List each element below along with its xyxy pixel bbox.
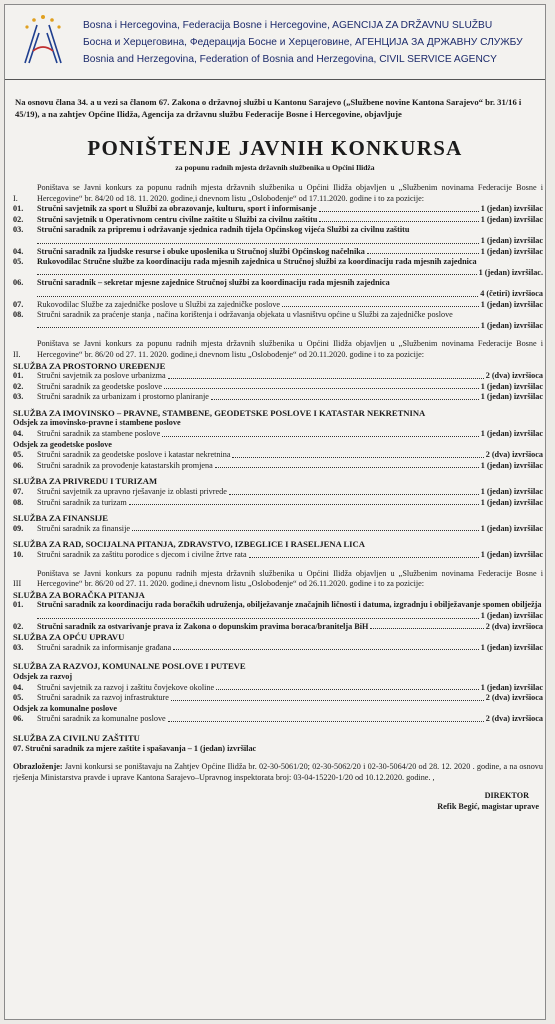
list-item-result-line — [13, 236, 543, 247]
item-result: 1 (jedan) izvršilac — [480, 682, 543, 692]
dot-leader — [164, 388, 479, 389]
list-item — [13, 204, 543, 215]
item-result: 1 (jedan) izvršilac — [480, 320, 543, 330]
item-text: Stručni saradnik – sekretar mjesne zajednice Stručnoj službi za koordinaciju rada mjesnih zajednica — [37, 278, 390, 288]
part-number: III — [13, 579, 22, 589]
subsection-heading: Odsjek za razvoj — [13, 671, 73, 681]
item-text: Stručni saradnik za razvoj infrastrukture — [37, 693, 169, 703]
dot-leader — [37, 268, 477, 276]
dot-leader — [37, 321, 479, 329]
list-item — [13, 498, 543, 509]
part-text: Poništava se Javni konkurs za popunu radnih mjesta državnih službenika u Općini Ilidža objavljen u „Službenim novinama Federacije Bosne i Hercegovine“ br. 86/20 od 27. 11. 2020. godine,i dnevnom listu „Oslobođenje“ od 20.11.2020. godine i to za pozicije: — [37, 339, 543, 359]
list-item — [13, 215, 543, 226]
item-result: 2 (dva) izvršioca — [485, 714, 543, 724]
agency-line-cyrillic: Босна и Херцеговина, Федерација Босне и Херцеговине, АГЕНЦИЈА ЗА ДРЖАВНУ СЛУЖБУ — [83, 37, 523, 48]
list-item — [13, 382, 543, 393]
dot-leader — [370, 628, 483, 629]
dot-leader — [319, 221, 478, 222]
spacer — [13, 754, 543, 762]
item-number: 06. — [13, 278, 24, 288]
item-number: 10. — [13, 550, 24, 559]
document-body — [13, 183, 543, 812]
list-item — [13, 247, 543, 258]
item-text: Stručni saradnik za pripremu i održavanje sjednica radnih tijela Općinskog vijeća Službi za civilnu zaštitu — [37, 225, 410, 235]
dot-leader — [37, 611, 479, 619]
item-text: Stručni saradnik za provođenje katastarskih promjena — [37, 460, 213, 470]
agency-line-english: Bosnia and Herzegovina, Federation of Bosnia and Herzegovina, CIVIL SERVICE AGENCY — [83, 54, 497, 65]
section-heading: SLUŽBA ZA FINANSIJE — [13, 513, 109, 524]
item-result: 2 (dva) izvršioca — [485, 621, 543, 631]
dot-leader — [232, 457, 483, 458]
item-text: Stručni saradnik za zaštitu porodice s djecom i civilne žrtve rata — [37, 550, 247, 559]
justification-label: Obrazloženje: — [13, 762, 63, 772]
dot-leader — [162, 436, 478, 437]
item-text: Stručni saradnik za urbanizam i prostorno planiranje — [37, 392, 209, 402]
item-result: 4 (četiri) izvršioca — [480, 288, 543, 298]
item-number: 05. — [13, 450, 24, 460]
item-number: 03. — [13, 225, 24, 235]
list-item — [13, 461, 543, 472]
item-result: 2 (dva) izvršioca — [485, 371, 543, 381]
item-result: 1 (jedan) izvršilac — [480, 214, 543, 224]
dot-leader — [168, 721, 484, 722]
item-number: 07. — [13, 487, 24, 497]
section-heading: SLUŽBA ZA CIVILNU ZAŠTITU — [13, 732, 140, 743]
item-text: Stručni saradnik za stambene poslove — [37, 429, 161, 439]
item-result: 1 (jedan) izvršilac — [480, 429, 543, 439]
dot-leader — [171, 700, 484, 701]
item-number: 02. — [13, 621, 24, 631]
dot-leader — [173, 649, 479, 650]
part3-paragraph — [13, 569, 543, 590]
item-number: 08. — [13, 310, 24, 320]
item-text: Stručni saradnik za geodetske poslove — [37, 381, 163, 391]
list-item — [13, 371, 543, 382]
item-number: 04. — [13, 682, 24, 692]
notice-frame — [4, 4, 546, 1020]
spacer — [13, 653, 543, 661]
section-heading: SLUŽBA ZA OPĆU UPRAVU — [13, 632, 125, 643]
item-number: 03. — [13, 392, 24, 402]
item-text: Rukovodilac Službe za zajedničke poslove u Službi za zajedničke poslove — [37, 299, 281, 309]
item-text: Stručni savjetnik za razvoj i zaštitu čovjekove okoline — [37, 682, 215, 692]
justification-paragraph — [13, 762, 543, 783]
list-item — [13, 450, 543, 461]
dot-leader — [37, 236, 479, 244]
part-number: II. — [13, 349, 21, 359]
subsection-heading: Odsjek za komunalne poslove — [13, 703, 117, 713]
list-item — [13, 622, 543, 633]
part-number: I. — [13, 193, 18, 203]
section-heading: SLUŽBA ZA RAD, SOCIJALNA PITANJA, ZDRAVSTVO, IZBEGLICE I RASELJENA LICA — [13, 539, 365, 550]
item-result: 1 (jedan) izvršilac — [480, 460, 543, 470]
item-result: 2 (dva) izvršioca — [485, 693, 543, 703]
section-heading: SLUŽBA ZA IMOVINSKO – PRAVNE, STAMBENE, GEODETSKE POSLOVE I KATASTAR NEKRETNINA — [13, 407, 426, 418]
header-divider — [5, 79, 545, 80]
dot-leader — [37, 289, 478, 297]
item-number: 07. — [13, 299, 24, 309]
item-result: 1 (jedan) izvršilac — [480, 642, 543, 652]
list-item — [13, 693, 543, 704]
item-text: Stručni saradnik za koordinaciju rada boračkih udruženja, obilježavanje značajnih ličnosti i datuma, izgradnju i obilježavanje spomen obilježja — [37, 600, 542, 610]
list-item — [13, 300, 543, 311]
item-result: 1 (jedan) izvršilac — [480, 381, 543, 391]
item-result: 1 (jedan) izvršilac — [480, 246, 543, 256]
item-result: 1 (jedan) izvršilac — [480, 392, 543, 402]
spacer — [13, 725, 543, 733]
dot-leader — [132, 530, 479, 531]
section-heading: SLUŽBA ZA RAZVOJ, KOMUNALNE POSLOVE I PUTEVE — [13, 661, 246, 672]
list-item-result-line — [13, 321, 543, 332]
list-item — [13, 714, 543, 725]
item-number: 02. — [13, 381, 24, 391]
spacer — [13, 783, 543, 791]
item-text: Stručni saradnik za ostvarivanje prava iz Zakona o dopunskim pravima boraca/branitelja BiH — [37, 621, 369, 631]
list-item-result-line — [13, 611, 543, 622]
spacer — [13, 561, 543, 569]
item-result: 2 (dva) izvršioca — [485, 450, 543, 460]
part-text: Poništava se Javni konkurs za popunu radnih mjesta državnih službenika u Općini Ilidža objavljen u „Službenim novinama Federacije Bosne i Hercegovine“ br. 86/20 od 27. 11. 2020. godine,i dnevnom listu „Oslobođenje“ od 26.11.2020. godine i to za pozicije: — [37, 568, 543, 589]
intro-paragraph: Na osnovu člana 34. a u vezi sa članom 67. Zakona o državnoj službi u Kantonu Sarajevo („Službene novine Kantona Sarajevo“ br. 31/16 i 45/19), a na zahtjev Općine Ilidža, Agencija za državnu službu Federacije Bosne i Hercegovine, objavljuje — [15, 97, 522, 119]
list-item — [13, 225, 543, 236]
item-number: 05. — [13, 693, 24, 703]
header — [5, 5, 545, 81]
item-number: 03. — [13, 642, 24, 652]
list-item — [13, 524, 543, 535]
dot-leader — [129, 504, 479, 505]
dot-leader — [249, 557, 479, 558]
spacer — [13, 331, 543, 339]
item-number: 02. — [13, 214, 24, 224]
item-number: 01. — [13, 600, 24, 610]
item-number: 05. — [13, 257, 24, 267]
dot-leader — [168, 378, 484, 379]
list-item — [13, 257, 543, 268]
dot-leader — [216, 689, 479, 690]
item-text: Stručni saradnik za informisanje građana — [37, 642, 172, 652]
item-result: 1 (jedan) izvršilac — [480, 497, 543, 507]
dot-leader — [211, 399, 479, 400]
item-result: 1 (jedan) izvršilac — [480, 610, 543, 620]
signature-title: DIREKTOR — [484, 791, 529, 801]
agency-logo-icon — [15, 11, 71, 71]
list-item-result-line — [13, 268, 543, 279]
list-item — [13, 600, 543, 611]
item-text: Stručni saradnik za komunalne poslove — [37, 714, 166, 724]
agency-name-block — [83, 17, 523, 68]
list-item: 07. Stručni saradnik za mjere zaštite i spašavanja – 1 (jedan) izvršilac — [13, 743, 257, 753]
item-result: 1 (jedan) izvršilac. — [478, 267, 543, 277]
subsection-heading: Odsjek za imovinsko-pravne i stambene poslove — [13, 418, 181, 428]
item-text: Stručni saradnik za turizam — [37, 497, 127, 507]
agency-line-bosnian: Bosna i Hercegovina, Federacija Bosne i Hercegovine, AGENCIJA ZA DRŽAVNU SLUŽBU — [83, 20, 493, 31]
item-number: 06. — [13, 460, 24, 470]
part-text: Poništava se Javni konkurs za popunu radnih mjesta državnih službenika u Općini Ilidža objavljen u „Službenim novinama Federacije Bosne i Hercegovine“ br. 84/20 od 18. 11. 2020. godine,i dnevnom listu „Oslobođenje“ od 17.11.2020. godine i to za pozicije: — [37, 183, 543, 203]
item-text: Stručni savjetnik za poslove urbanizma — [37, 371, 166, 381]
item-number: 01. — [13, 371, 24, 381]
item-text: Stručni saradnik za geodetske poslove i katastar nekretnina — [37, 450, 231, 460]
item-number: 01. — [13, 204, 24, 214]
part1-paragraph — [13, 183, 543, 204]
item-text: Rukovodilac Stručne službe za koordinaciju rada mjesnih zajednica u Stručnoj službi za koordinaciju rada mjesnih zajednica — [37, 257, 477, 267]
item-text: Stručni savjetnik u Operativnom centru civilne zaštite u Službi za civilnu zaštitu — [37, 214, 318, 224]
list-item — [13, 429, 543, 440]
list-item — [13, 550, 543, 561]
item-result: 1 (jedan) izvršilac — [480, 299, 543, 309]
section-heading: SLUŽBA ZA PRIVREDU I TURIZAM — [13, 476, 158, 487]
item-result: 1 (jedan) izvršilac — [480, 487, 543, 497]
item-text: Stručni saradnik za ljudske resurse i obuke uposlenika u Stručnoj službi Općinskog načelnika — [37, 246, 365, 256]
dot-leader — [367, 253, 479, 254]
part2-paragraph — [13, 339, 543, 360]
subsection-heading: Odsjek za geodetske poslove — [13, 439, 112, 449]
list-item — [13, 310, 543, 321]
item-result: 1 (jedan) izvršilac — [480, 204, 543, 214]
item-result: 1 (jedan) izvršilac — [480, 523, 543, 533]
justification-text: Javni konkursi se poništavaju na Zahtjev Općine Ilidža br. 02-30-5061/20; 02-30-5062/20 i 02-30-5064/20 od 28. 12. 2020 . godine, a na osnovu rješenja Ministarstva pravde i uprave Kantona Sarajevo–Upravnog inspektorata broj: 03-04-15220-1/20 od 10.12.2020. godine. , — [13, 762, 543, 782]
document-subtitle: za popunu radnih mjesta državnih službenika u Općini Ilidža — [175, 163, 375, 172]
item-number: 08. — [13, 497, 24, 507]
dot-leader — [215, 467, 479, 468]
item-text: Stručni savjetnik za upravno rješavanje iz oblasti privrede — [37, 487, 227, 497]
list-item — [13, 392, 543, 403]
list-item-result-line — [13, 289, 543, 300]
item-text: Stručni saradnik za praćenje stanja , načina korištenja i održavanja objekata u vlasništvu općine u Službi za zajedničke poslove — [37, 310, 453, 320]
item-result: 1 (jedan) izvršilac — [480, 235, 543, 245]
dot-leader — [282, 306, 479, 307]
item-text: Stručni savjetnik za sport u Službi za obrazovanje, kulturu, sport i informisanje — [37, 204, 317, 214]
list-item — [13, 278, 543, 289]
item-number: 06. — [13, 714, 24, 724]
list-item — [13, 643, 543, 654]
item-text: Stručni saradnik za finansije — [37, 523, 130, 533]
item-result: 1 (jedan) izvršilac — [480, 550, 543, 559]
dot-leader — [319, 211, 479, 212]
dot-leader — [229, 494, 479, 495]
list-item — [13, 487, 543, 498]
list-item — [13, 683, 543, 694]
item-number: 09. — [13, 523, 24, 533]
document-title: PONIŠTENJE JAVNIH KONKURSA — [87, 136, 463, 160]
item-number: 04. — [13, 246, 24, 256]
section-heading: SLUŽBA ZA PROSTORNO UREĐENJE — [13, 360, 166, 371]
signature-name: Refik Begić, magistar uprave — [437, 801, 539, 811]
section-heading: SLUŽBA ZA BORAČKA PITANJA — [13, 589, 145, 600]
item-number: 04. — [13, 429, 24, 439]
